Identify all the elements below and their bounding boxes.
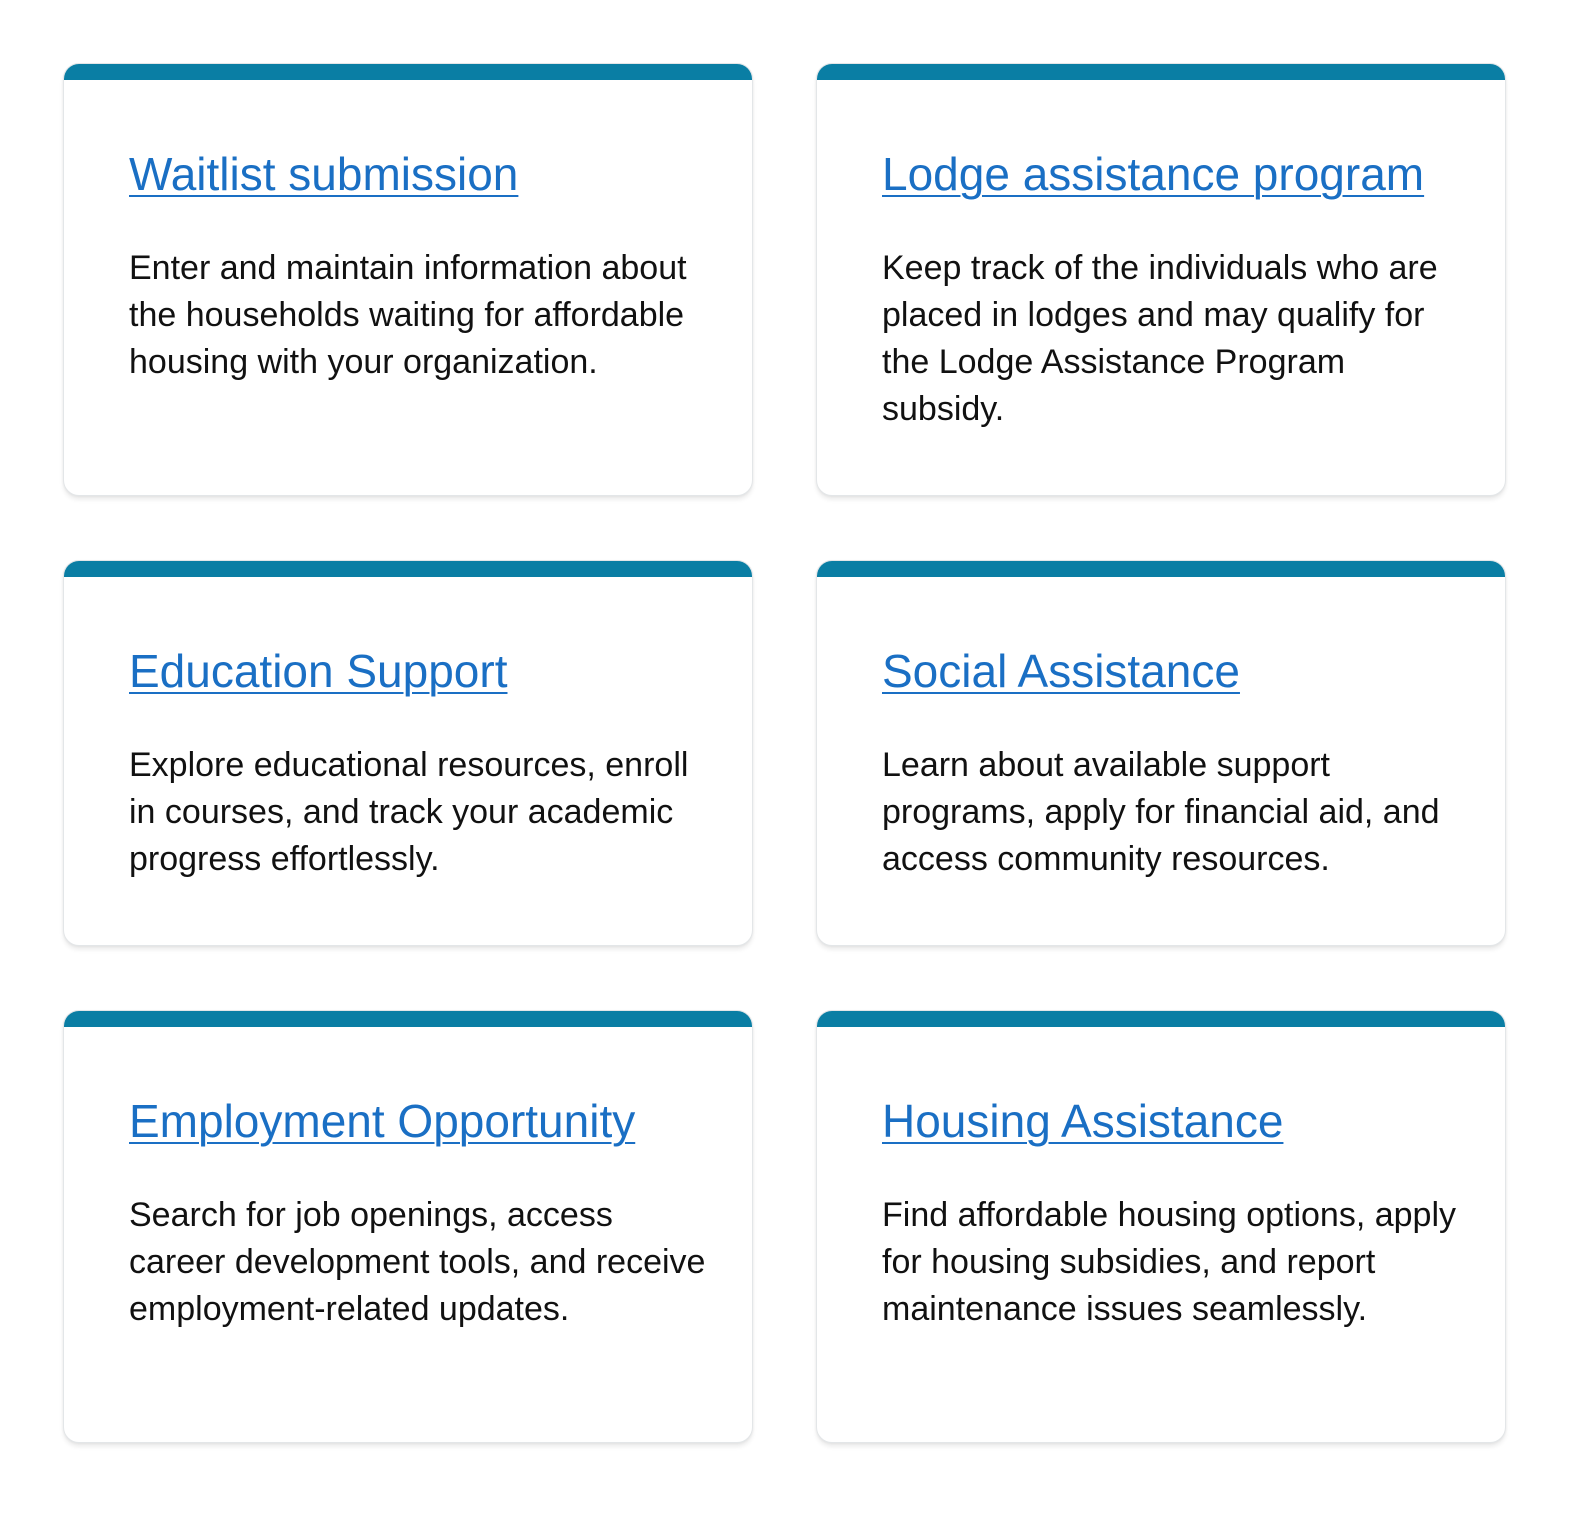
card-description: Search for job openings, access career development tools, and receive employment-related updates. — [129, 1196, 706, 1328]
card-description: Enter and maintain information about the households waiting for affordable housing with your organization. — [129, 249, 687, 381]
card-title — [882, 1093, 1283, 1149]
card-employment-opportunity — [63, 1010, 753, 1443]
housing-assistance-link[interactable]: Housing Assistance — [882, 1095, 1284, 1147]
card-social-assistance — [816, 560, 1506, 946]
card-title — [882, 146, 1424, 202]
card-description: Explore educational resources, enroll in courses, and track your academic progress effortlessly. — [129, 746, 689, 878]
social-assistance-link[interactable]: Social Assistance — [882, 645, 1240, 697]
card-title — [129, 146, 518, 202]
card-title — [129, 1093, 635, 1149]
card-accent-bar — [64, 561, 752, 577]
card-education-support — [63, 560, 753, 946]
card-accent-bar — [64, 64, 752, 80]
education-support-link[interactable]: Education Support — [129, 645, 508, 697]
card-description: Keep track of the individuals who are placed in lodges and may qualify for the Lodge Assistance Program subsidy. — [882, 249, 1438, 428]
employment-opportunity-link[interactable]: Employment Opportunity — [129, 1095, 636, 1147]
lodge-assistance-program-link[interactable]: Lodge assistance program — [882, 148, 1425, 200]
card-housing-assistance — [816, 1010, 1506, 1443]
card-description: Learn about available support programs, apply for financial aid, and access community resources. — [882, 746, 1440, 878]
card-accent-bar — [817, 561, 1505, 577]
card-accent-bar — [64, 1011, 752, 1027]
card-waitlist-submission — [63, 63, 753, 496]
waitlist-submission-link[interactable]: Waitlist submission — [129, 148, 519, 200]
card-accent-bar — [817, 64, 1505, 80]
card-accent-bar — [817, 1011, 1505, 1027]
card-title — [129, 643, 508, 699]
card-lodge-assistance-program — [816, 63, 1506, 496]
card-description: Find affordable housing options, apply for housing subsidies, and report maintenance issues seamlessly. — [882, 1196, 1456, 1328]
card-title — [882, 643, 1240, 699]
